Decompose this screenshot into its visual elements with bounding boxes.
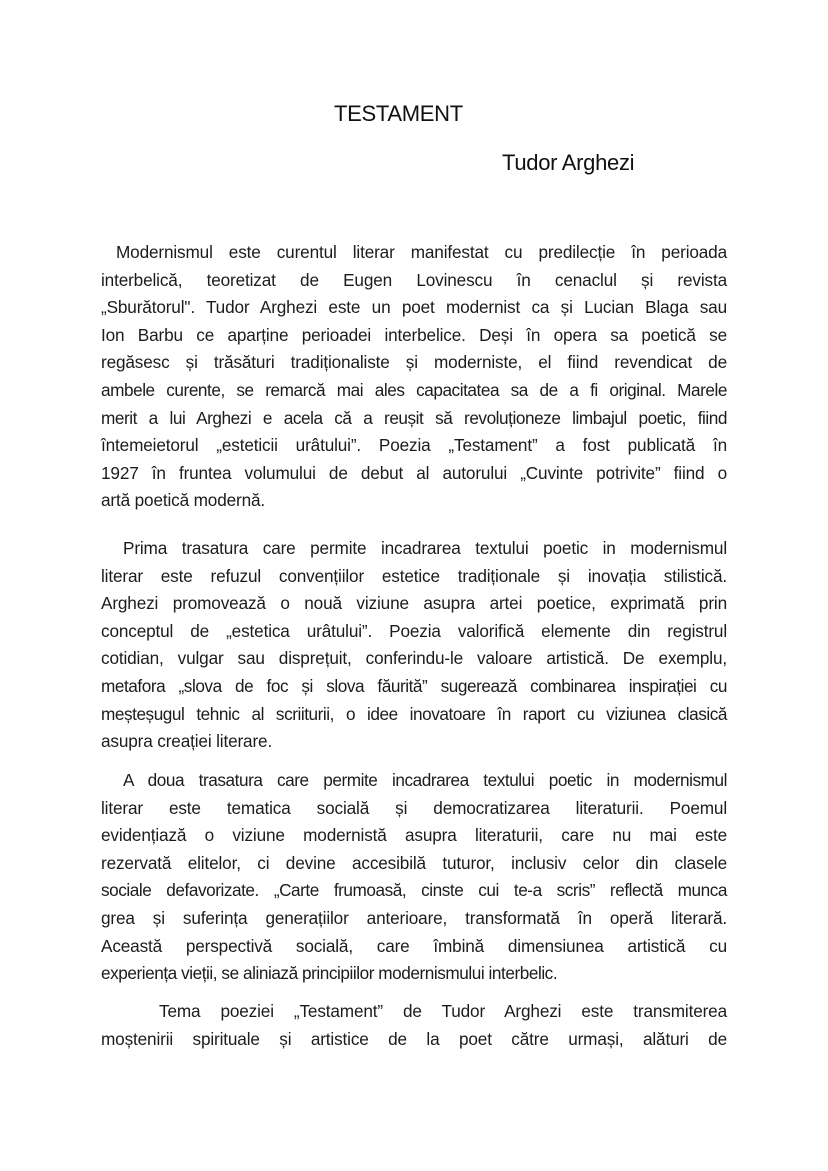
- paragraph-line: sociale defavorizate. „Carte frumoasă, cinste cui te-a scris” reflectă munca: [101, 880, 727, 901]
- paragraph-line: rezervată elitelor, ci devine accesibilă tuturor, inclusiv celor din clasele: [101, 852, 727, 873]
- paragraph-theme: [101, 998, 727, 1053]
- paragraph-line: evidențiază o viziune modernistă asupra literaturii, care nu mai este: [101, 825, 727, 846]
- paragraph-line: Tema poeziei „Testament” de Tudor Arghezi este transmiterea: [159, 1001, 727, 1021]
- paragraph-line: merit a lui Arghezi e acela că a reușit să revoluționeze limbajul poetic, fiind: [101, 407, 727, 428]
- paragraph-line: Modernismul este curentul literar manifestat cu predilecție în perioada: [116, 242, 727, 262]
- paragraph-line: artă poetică modernă.: [101, 490, 266, 511]
- document-title: TESTAMENT: [334, 101, 463, 126]
- paragraph-line: regăsesc și trăsături tradiționaliste și moderniste, el fiind revendicat de: [101, 352, 727, 373]
- paragraph-line: grea și suferința generațiilor anterioare, transformată în operă literară.: [101, 907, 727, 928]
- paragraph-second-trait: [101, 767, 727, 988]
- paragraph-line: ambele curente, se remarcă mai ales capacitatea sa de a fi original. Marele: [101, 379, 727, 400]
- paragraph-line: întemeietorul „esteticii urâtului”. Poezia „Testament” a fost publicată în: [101, 435, 727, 456]
- paragraph-line: conceptul de „estetica urâtului”. Poezia valorifică elemente din registrul: [101, 620, 727, 641]
- paragraph-line: Arghezi promovează o nouă viziune asupra artei poetice, exprimată prin: [101, 593, 727, 614]
- paragraph-line: literar este refuzul convențiilor estetice tradiționale și inovația stilistică.: [101, 565, 727, 586]
- paragraph-line: „Sburătorul". Tudor Arghezi este un poet modernist ca și Lucian Blaga sau: [101, 297, 727, 318]
- paragraph-line: moștenirii spirituale și artistice de la poet către urmași, alături de: [101, 1028, 727, 1049]
- paragraph-line: A doua trasatura care permite incadrarea textului poetic in modernismul: [123, 770, 727, 790]
- document-author: Tudor Arghezi: [502, 150, 635, 175]
- paragraph-line: Această perspectivă socială, care îmbină dimensiunea artistică cu: [101, 935, 727, 956]
- paragraph-line: 1927 în fruntea volumului de debut al autorului „Cuvinte potrivite” fiind o: [101, 462, 727, 483]
- paragraph-line: experiența vieții, se aliniază principiilor modernismului interbelic.: [101, 963, 558, 984]
- paragraph-line: interbelică, teoretizat de Eugen Lovinescu în cenaclul și revista: [101, 269, 727, 290]
- paragraph-line: asupra creației literare.: [101, 731, 273, 752]
- paragraph-line: meșteșugul tehnic al scriiturii, o idee inovatoare în raport cu viziunea clasică: [101, 703, 727, 724]
- paragraph-introduction: [101, 239, 727, 515]
- paragraph-line: metafora „slova de foc și slova făurită” sugerează combinarea inspirației cu: [101, 675, 727, 696]
- paragraph-line: literar este tematica socială și democratizarea literaturii. Poemul: [101, 797, 727, 818]
- paragraph-first-trait: [101, 535, 727, 756]
- paragraph-line: cotidian, vulgar sau disprețuit, conferindu-le valoare artistică. De exemplu,: [101, 648, 727, 669]
- paragraph-line: Ion Barbu ce aparține perioadei interbelice. Deși în opera sa poetică se: [101, 324, 727, 345]
- paragraph-line: Prima trasatura care permite incadrarea textului poetic in modernismul: [123, 538, 727, 558]
